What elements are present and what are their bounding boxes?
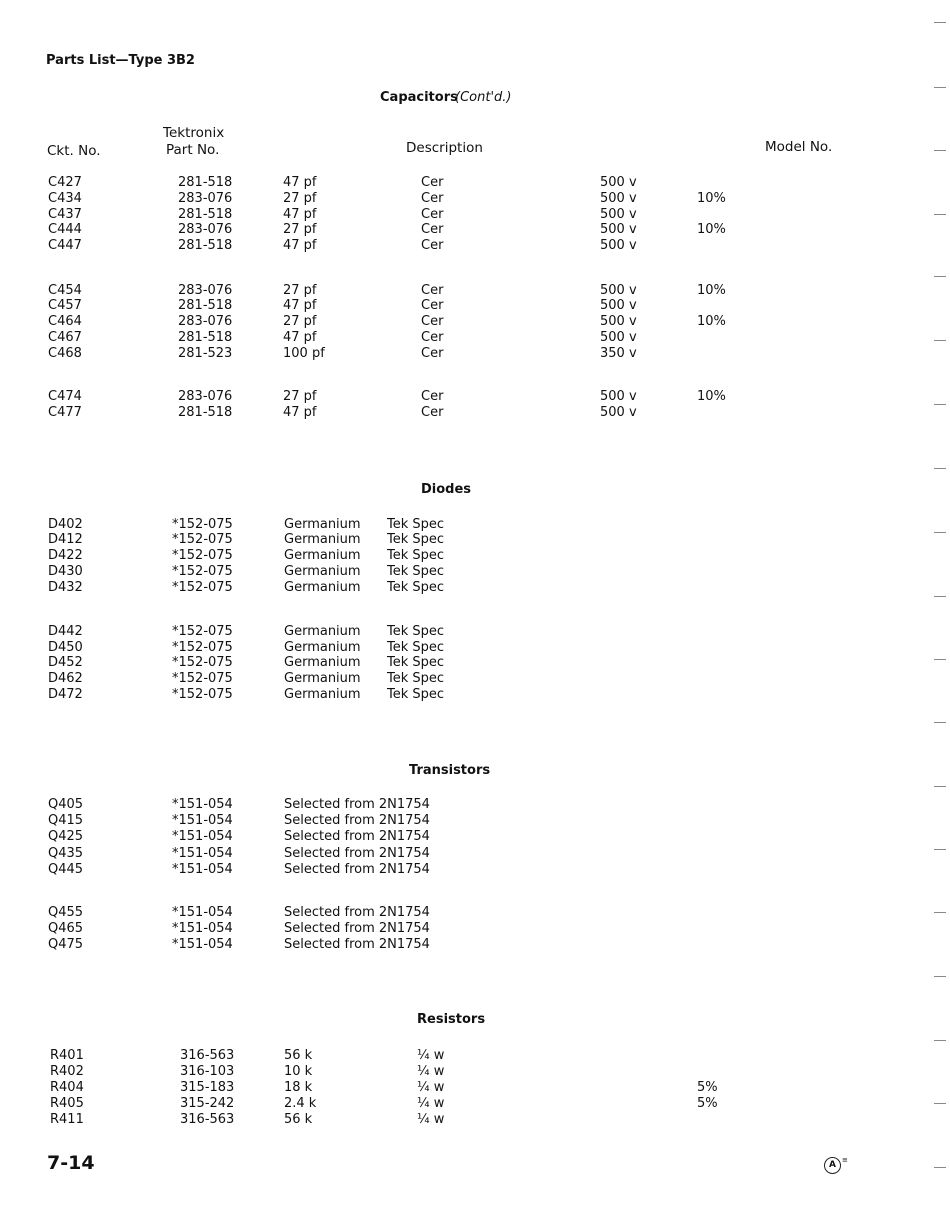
capacitor-dielectric: Cer (421, 238, 444, 253)
resistor-wattage: ¼ w (417, 1080, 445, 1095)
tektronix-logo-icon: A (824, 1157, 841, 1174)
capacitor-tolerance: 10% (697, 314, 726, 329)
capacitor-voltage: 500 v (600, 298, 637, 313)
capacitor-voltage: 500 v (600, 222, 637, 237)
capacitor-voltage: 500 v (600, 283, 637, 298)
capacitor-ckt-no: C447 (48, 238, 82, 253)
capacitor-dielectric: Cer (421, 283, 444, 298)
capacitor-part-no: 281-518 (178, 330, 233, 345)
transistor-part-no: *151-054 (172, 797, 233, 812)
transistor-part-no: *151-054 (172, 937, 233, 952)
capacitor-capacitance: 27 pf (283, 389, 317, 404)
resistor-part-no: 316-563 (180, 1112, 235, 1127)
diode-ckt-no: D422 (48, 548, 83, 563)
diode-ckt-no: D450 (48, 640, 83, 655)
capacitor-ckt-no: C457 (48, 298, 82, 313)
diode-spec: Tek Spec (387, 580, 445, 595)
diode-part-no: *152-075 (172, 655, 233, 670)
capacitor-dielectric: Cer (421, 405, 444, 420)
resistor-part-no: 316-563 (180, 1048, 235, 1063)
edge-mark (934, 276, 946, 277)
edge-mark (934, 214, 946, 215)
resistor-wattage: ¼ w (417, 1048, 445, 1063)
diode-spec: Tek Spec (387, 655, 445, 670)
transistor-ckt-no: Q415 (48, 813, 84, 828)
capacitor-dielectric: Cer (421, 207, 444, 222)
capacitor-capacitance: 27 pf (283, 222, 317, 237)
diode-part-no: *152-075 (172, 671, 233, 686)
capacitor-voltage: 500 v (600, 330, 637, 345)
resistor-part-no: 315-242 (180, 1096, 235, 1111)
capacitor-part-no: 283-076 (178, 222, 233, 237)
diode-ckt-no: D442 (48, 624, 83, 639)
resistor-tolerance: 5% (697, 1096, 718, 1111)
transistor-part-no: *151-054 (172, 862, 233, 877)
transistor-description: Selected from 2N1754 (284, 829, 430, 844)
column-header-part-no: Part No. (166, 142, 220, 158)
capacitor-ckt-no: C437 (48, 207, 82, 222)
transistor-description: Selected from 2N1754 (284, 813, 430, 828)
diode-type: Germanium (284, 655, 361, 670)
capacitor-part-no: 281-518 (178, 238, 233, 253)
capacitor-voltage: 500 v (600, 175, 637, 190)
capacitor-voltage: 500 v (600, 191, 637, 206)
edge-mark (934, 976, 946, 977)
capacitor-tolerance: 10% (697, 283, 726, 298)
capacitor-ckt-no: C454 (48, 283, 82, 298)
transistor-ckt-no: Q465 (48, 921, 84, 936)
resistor-resistance: 18 k (284, 1080, 313, 1095)
diode-part-no: *152-075 (172, 548, 233, 563)
edge-mark (934, 849, 946, 850)
capacitor-ckt-no: C477 (48, 405, 82, 420)
capacitor-tolerance: 10% (697, 191, 726, 206)
capacitor-dielectric: Cer (421, 389, 444, 404)
diode-ckt-no: D402 (48, 517, 83, 532)
capacitor-dielectric: Cer (421, 298, 444, 313)
resistor-wattage: ¼ w (417, 1112, 445, 1127)
resistor-ckt-no: R401 (50, 1048, 84, 1063)
capacitor-capacitance: 47 pf (283, 405, 317, 420)
column-header-model-no: Model No. (765, 139, 833, 155)
column-header-tektronix: Tektronix (163, 125, 225, 141)
page-number: 7-14 (47, 1152, 95, 1174)
capacitor-ckt-no: C468 (48, 346, 82, 361)
capacitor-capacitance: 27 pf (283, 283, 317, 298)
logo-registered-mark-icon: ≡ (842, 1156, 848, 1164)
diode-type: Germanium (284, 624, 361, 639)
edge-mark (934, 404, 946, 405)
column-header-ckt-no: Ckt. No. (47, 143, 101, 159)
diode-ckt-no: D412 (48, 532, 83, 547)
capacitor-part-no: 283-076 (178, 283, 233, 298)
capacitor-capacitance: 27 pf (283, 314, 317, 329)
page-header-title: Parts List—Type 3B2 (46, 53, 195, 68)
edge-mark (934, 468, 946, 469)
diode-spec: Tek Spec (387, 687, 445, 702)
capacitor-voltage: 500 v (600, 314, 637, 329)
column-header-description: Description (406, 140, 483, 156)
diode-spec: Tek Spec (387, 517, 445, 532)
capacitor-ckt-no: C444 (48, 222, 82, 237)
transistor-part-no: *151-054 (172, 829, 233, 844)
transistor-ckt-no: Q425 (48, 829, 84, 844)
capacitor-ckt-no: C474 (48, 389, 82, 404)
transistor-ckt-no: Q475 (48, 937, 84, 952)
resistor-part-no: 315-183 (180, 1080, 235, 1095)
diode-part-no: *152-075 (172, 532, 233, 547)
edge-mark (934, 1103, 946, 1104)
transistor-description: Selected from 2N1754 (284, 921, 430, 936)
edge-mark (934, 659, 946, 660)
transistor-part-no: *151-054 (172, 813, 233, 828)
edge-mark (934, 912, 946, 913)
edge-mark (934, 1040, 946, 1041)
diode-type: Germanium (284, 564, 361, 579)
capacitor-voltage: 500 v (600, 405, 637, 420)
diode-spec: Tek Spec (387, 671, 445, 686)
capacitor-part-no: 281-523 (178, 346, 233, 361)
transistor-description: Selected from 2N1754 (284, 905, 430, 920)
capacitor-voltage: 500 v (600, 238, 637, 253)
diode-part-no: *152-075 (172, 624, 233, 639)
resistor-resistance: 10 k (284, 1064, 313, 1079)
resistor-part-no: 316-103 (180, 1064, 235, 1079)
resistor-tolerance: 5% (697, 1080, 718, 1095)
capacitor-dielectric: Cer (421, 191, 444, 206)
transistor-part-no: *151-054 (172, 905, 233, 920)
diode-spec: Tek Spec (387, 624, 445, 639)
edge-mark (934, 1167, 946, 1168)
diode-part-no: *152-075 (172, 580, 233, 595)
diode-ckt-no: D462 (48, 671, 83, 686)
capacitor-part-no: 281-518 (178, 175, 233, 190)
capacitor-dielectric: Cer (421, 314, 444, 329)
capacitor-dielectric: Cer (421, 330, 444, 345)
transistor-description: Selected from 2N1754 (284, 846, 430, 861)
transistor-ckt-no: Q405 (48, 797, 84, 812)
transistor-description: Selected from 2N1754 (284, 937, 430, 952)
edge-mark (934, 786, 946, 787)
transistor-ckt-no: Q455 (48, 905, 84, 920)
transistor-ckt-no: Q445 (48, 862, 84, 877)
diode-type: Germanium (284, 532, 361, 547)
diode-type: Germanium (284, 671, 361, 686)
diode-type: Germanium (284, 687, 361, 702)
capacitor-dielectric: Cer (421, 222, 444, 237)
diode-type: Germanium (284, 640, 361, 655)
transistor-description: Selected from 2N1754 (284, 797, 430, 812)
diode-ckt-no: D452 (48, 655, 83, 670)
capacitor-ckt-no: C434 (48, 191, 82, 206)
transistor-ckt-no: Q435 (48, 846, 84, 861)
diode-part-no: *152-075 (172, 687, 233, 702)
transistor-part-no: *151-054 (172, 921, 233, 936)
capacitor-part-no: 283-076 (178, 389, 233, 404)
edge-mark (934, 87, 946, 88)
diode-ckt-no: D432 (48, 580, 83, 595)
capacitor-voltage: 350 v (600, 346, 637, 361)
capacitor-dielectric: Cer (421, 175, 444, 190)
capacitor-part-no: 283-076 (178, 191, 233, 206)
capacitor-capacitance: 47 pf (283, 175, 317, 190)
transistor-part-no: *151-054 (172, 846, 233, 861)
section-title-transistors: Transistors (409, 763, 491, 778)
capacitor-part-no: 281-518 (178, 298, 233, 313)
capacitor-voltage: 500 v (600, 389, 637, 404)
diode-spec: Tek Spec (387, 564, 445, 579)
edge-mark (934, 596, 946, 597)
transistor-description: Selected from 2N1754 (284, 862, 430, 877)
edge-mark (934, 532, 946, 533)
resistor-resistance: 56 k (284, 1048, 313, 1063)
diode-part-no: *152-075 (172, 517, 233, 532)
capacitor-part-no: 283-076 (178, 314, 233, 329)
resistor-ckt-no: R405 (50, 1096, 84, 1111)
resistor-resistance: 56 k (284, 1112, 313, 1127)
capacitor-tolerance: 10% (697, 222, 726, 237)
capacitor-capacitance: 47 pf (283, 238, 317, 253)
diode-type: Germanium (284, 517, 361, 532)
diode-ckt-no: D430 (48, 564, 83, 579)
section-title-capacitors: Capacitors (380, 90, 458, 105)
section-title-suffix: (Cont'd.) (455, 90, 512, 105)
diode-type: Germanium (284, 580, 361, 595)
capacitor-tolerance: 10% (697, 389, 726, 404)
edge-mark (934, 340, 946, 341)
capacitor-ckt-no: C464 (48, 314, 82, 329)
capacitor-voltage: 500 v (600, 207, 637, 222)
diode-ckt-no: D472 (48, 687, 83, 702)
capacitor-capacitance: 100 pf (283, 346, 325, 361)
edge-mark (934, 22, 946, 23)
resistor-ckt-no: R411 (50, 1112, 84, 1127)
resistor-wattage: ¼ w (417, 1096, 445, 1111)
edge-mark (934, 150, 946, 151)
capacitor-capacitance: 47 pf (283, 207, 317, 222)
capacitor-ckt-no: C427 (48, 175, 82, 190)
diode-part-no: *152-075 (172, 640, 233, 655)
capacitor-ckt-no: C467 (48, 330, 82, 345)
diode-spec: Tek Spec (387, 640, 445, 655)
capacitor-part-no: 281-518 (178, 405, 233, 420)
edge-mark (934, 722, 946, 723)
diode-part-no: *152-075 (172, 564, 233, 579)
section-title-resistors: Resistors (417, 1012, 486, 1027)
resistor-ckt-no: R402 (50, 1064, 84, 1079)
section-title-diodes: Diodes (421, 482, 472, 497)
capacitor-capacitance: 47 pf (283, 330, 317, 345)
diode-spec: Tek Spec (387, 532, 445, 547)
capacitor-part-no: 281-518 (178, 207, 233, 222)
capacitor-capacitance: 27 pf (283, 191, 317, 206)
resistor-ckt-no: R404 (50, 1080, 84, 1095)
diode-type: Germanium (284, 548, 361, 563)
diode-spec: Tek Spec (387, 548, 445, 563)
capacitor-capacitance: 47 pf (283, 298, 317, 313)
resistor-resistance: 2.4 k (284, 1096, 317, 1111)
resistor-wattage: ¼ w (417, 1064, 445, 1079)
capacitor-dielectric: Cer (421, 346, 444, 361)
